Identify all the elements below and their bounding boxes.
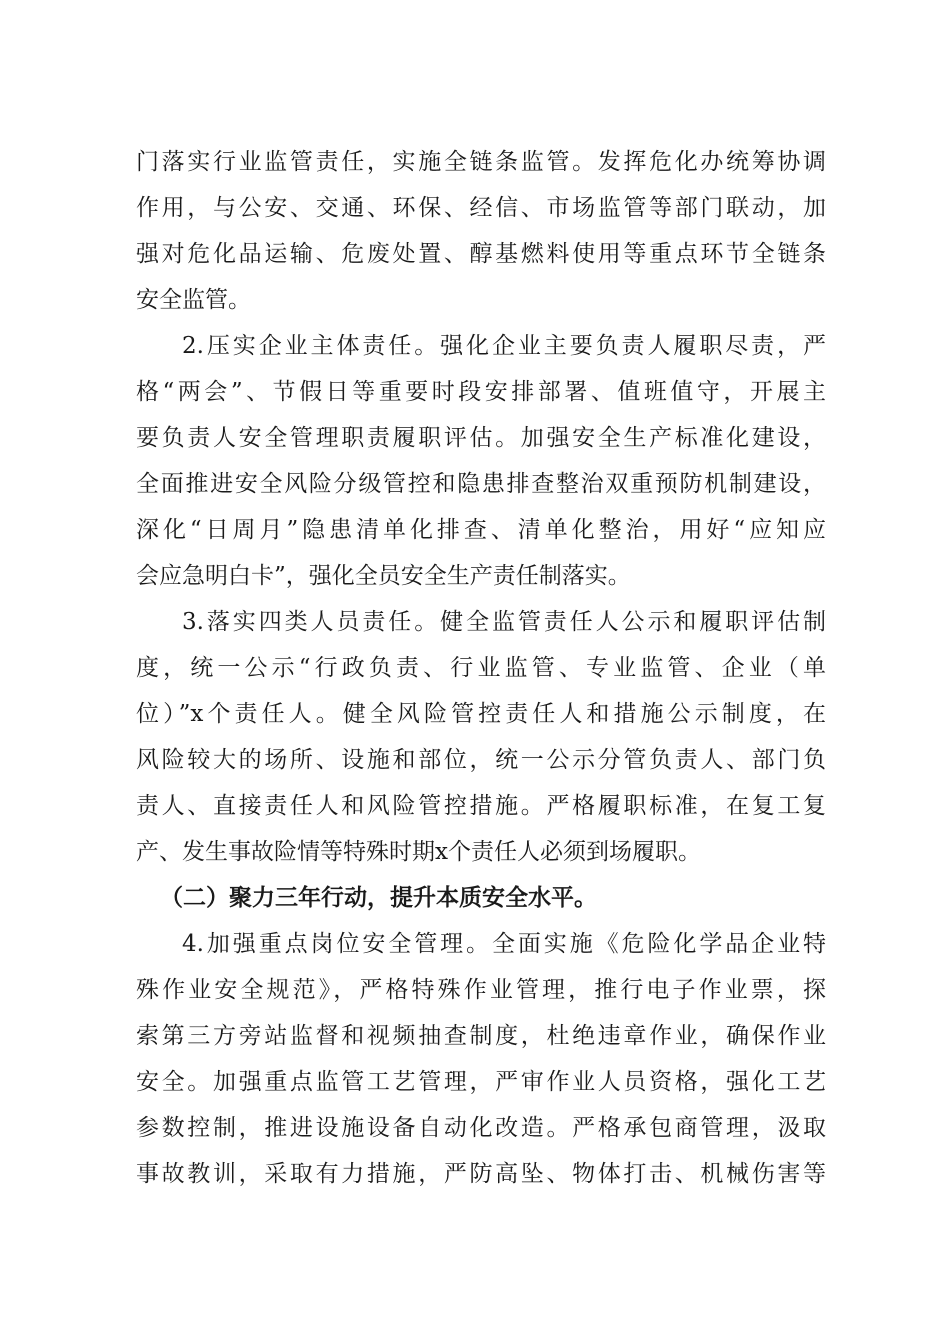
paragraph-line: 4.加强重点岗位安全管理。全面实施《危险化学品企业特	[182, 931, 826, 957]
paragraph-line: 度，统一公示“行政负责、行业监管、专业监管、企业（单	[136, 655, 826, 681]
paragraph-line: 殊作业安全规范》，严格特殊作业管理，推行电子作业票，探	[136, 977, 826, 1003]
paragraph-line: 风险较大的场所、设施和部位，统一公示分管负责人、部门负	[136, 747, 826, 773]
paragraph-line: 参数控制，推进设施设备自动化改造。严格承包商管理，汲取	[136, 1115, 826, 1141]
paragraph-line: 事故教训，采取有力措施，严防高坠、物体打击、机械伤害等	[136, 1161, 826, 1187]
paragraph-line: 3.落实四类人员责任。健全监管责任人公示和履职评估制	[182, 609, 826, 635]
paragraph-line: 安全。加强重点监管工艺管理，严审作业人员资格，强化工艺	[136, 1069, 826, 1095]
section-heading: （二）聚力三年行动，提升本质安全水平。	[160, 885, 597, 911]
paragraph-line: 安全监管。	[136, 287, 251, 313]
paragraph-line: 位）”x个责任人。健全风险管控责任人和措施公示制度，在	[136, 701, 826, 727]
paragraph-line: 产、发生事故险情等特殊时期x个责任人必须到场履职。	[136, 839, 701, 865]
paragraph-line: 格“两会”、节假日等重要时段安排部署、值班值守，开展主	[136, 379, 826, 405]
paragraph-line: 强对危化品运输、危废处置、醇基燃料使用等重点环节全链条	[136, 241, 826, 267]
paragraph-line: 全面推进安全风险分级管控和隐患排查整治双重预防机制建设，	[136, 471, 826, 497]
paragraph-line: 2.压实企业主体责任。强化企业主要负责人履职尽责，严	[182, 333, 826, 359]
paragraph-line: 作用，与公安、交通、环保、经信、市场监管等部门联动，加	[136, 195, 826, 221]
paragraph-line: 索第三方旁站监督和视频抽查制度，杜绝违章作业，确保作业	[136, 1023, 826, 1049]
paragraph-line: 要负责人安全管理职责履职评估。加强安全生产标准化建设，	[136, 425, 826, 451]
paragraph-line: 责人、直接责任人和风险管控措施。严格履职标准，在复工复	[136, 793, 826, 819]
paragraph-line: 会应急明白卡”，强化全员安全生产责任制落实。	[136, 563, 631, 589]
paragraph-line: 深化“日周月”隐患清单化排查、清单化整治，用好“应知应	[136, 517, 826, 543]
paragraph-line: 门落实行业监管责任，实施全链条监管。发挥危化办统筹协调	[136, 149, 826, 175]
